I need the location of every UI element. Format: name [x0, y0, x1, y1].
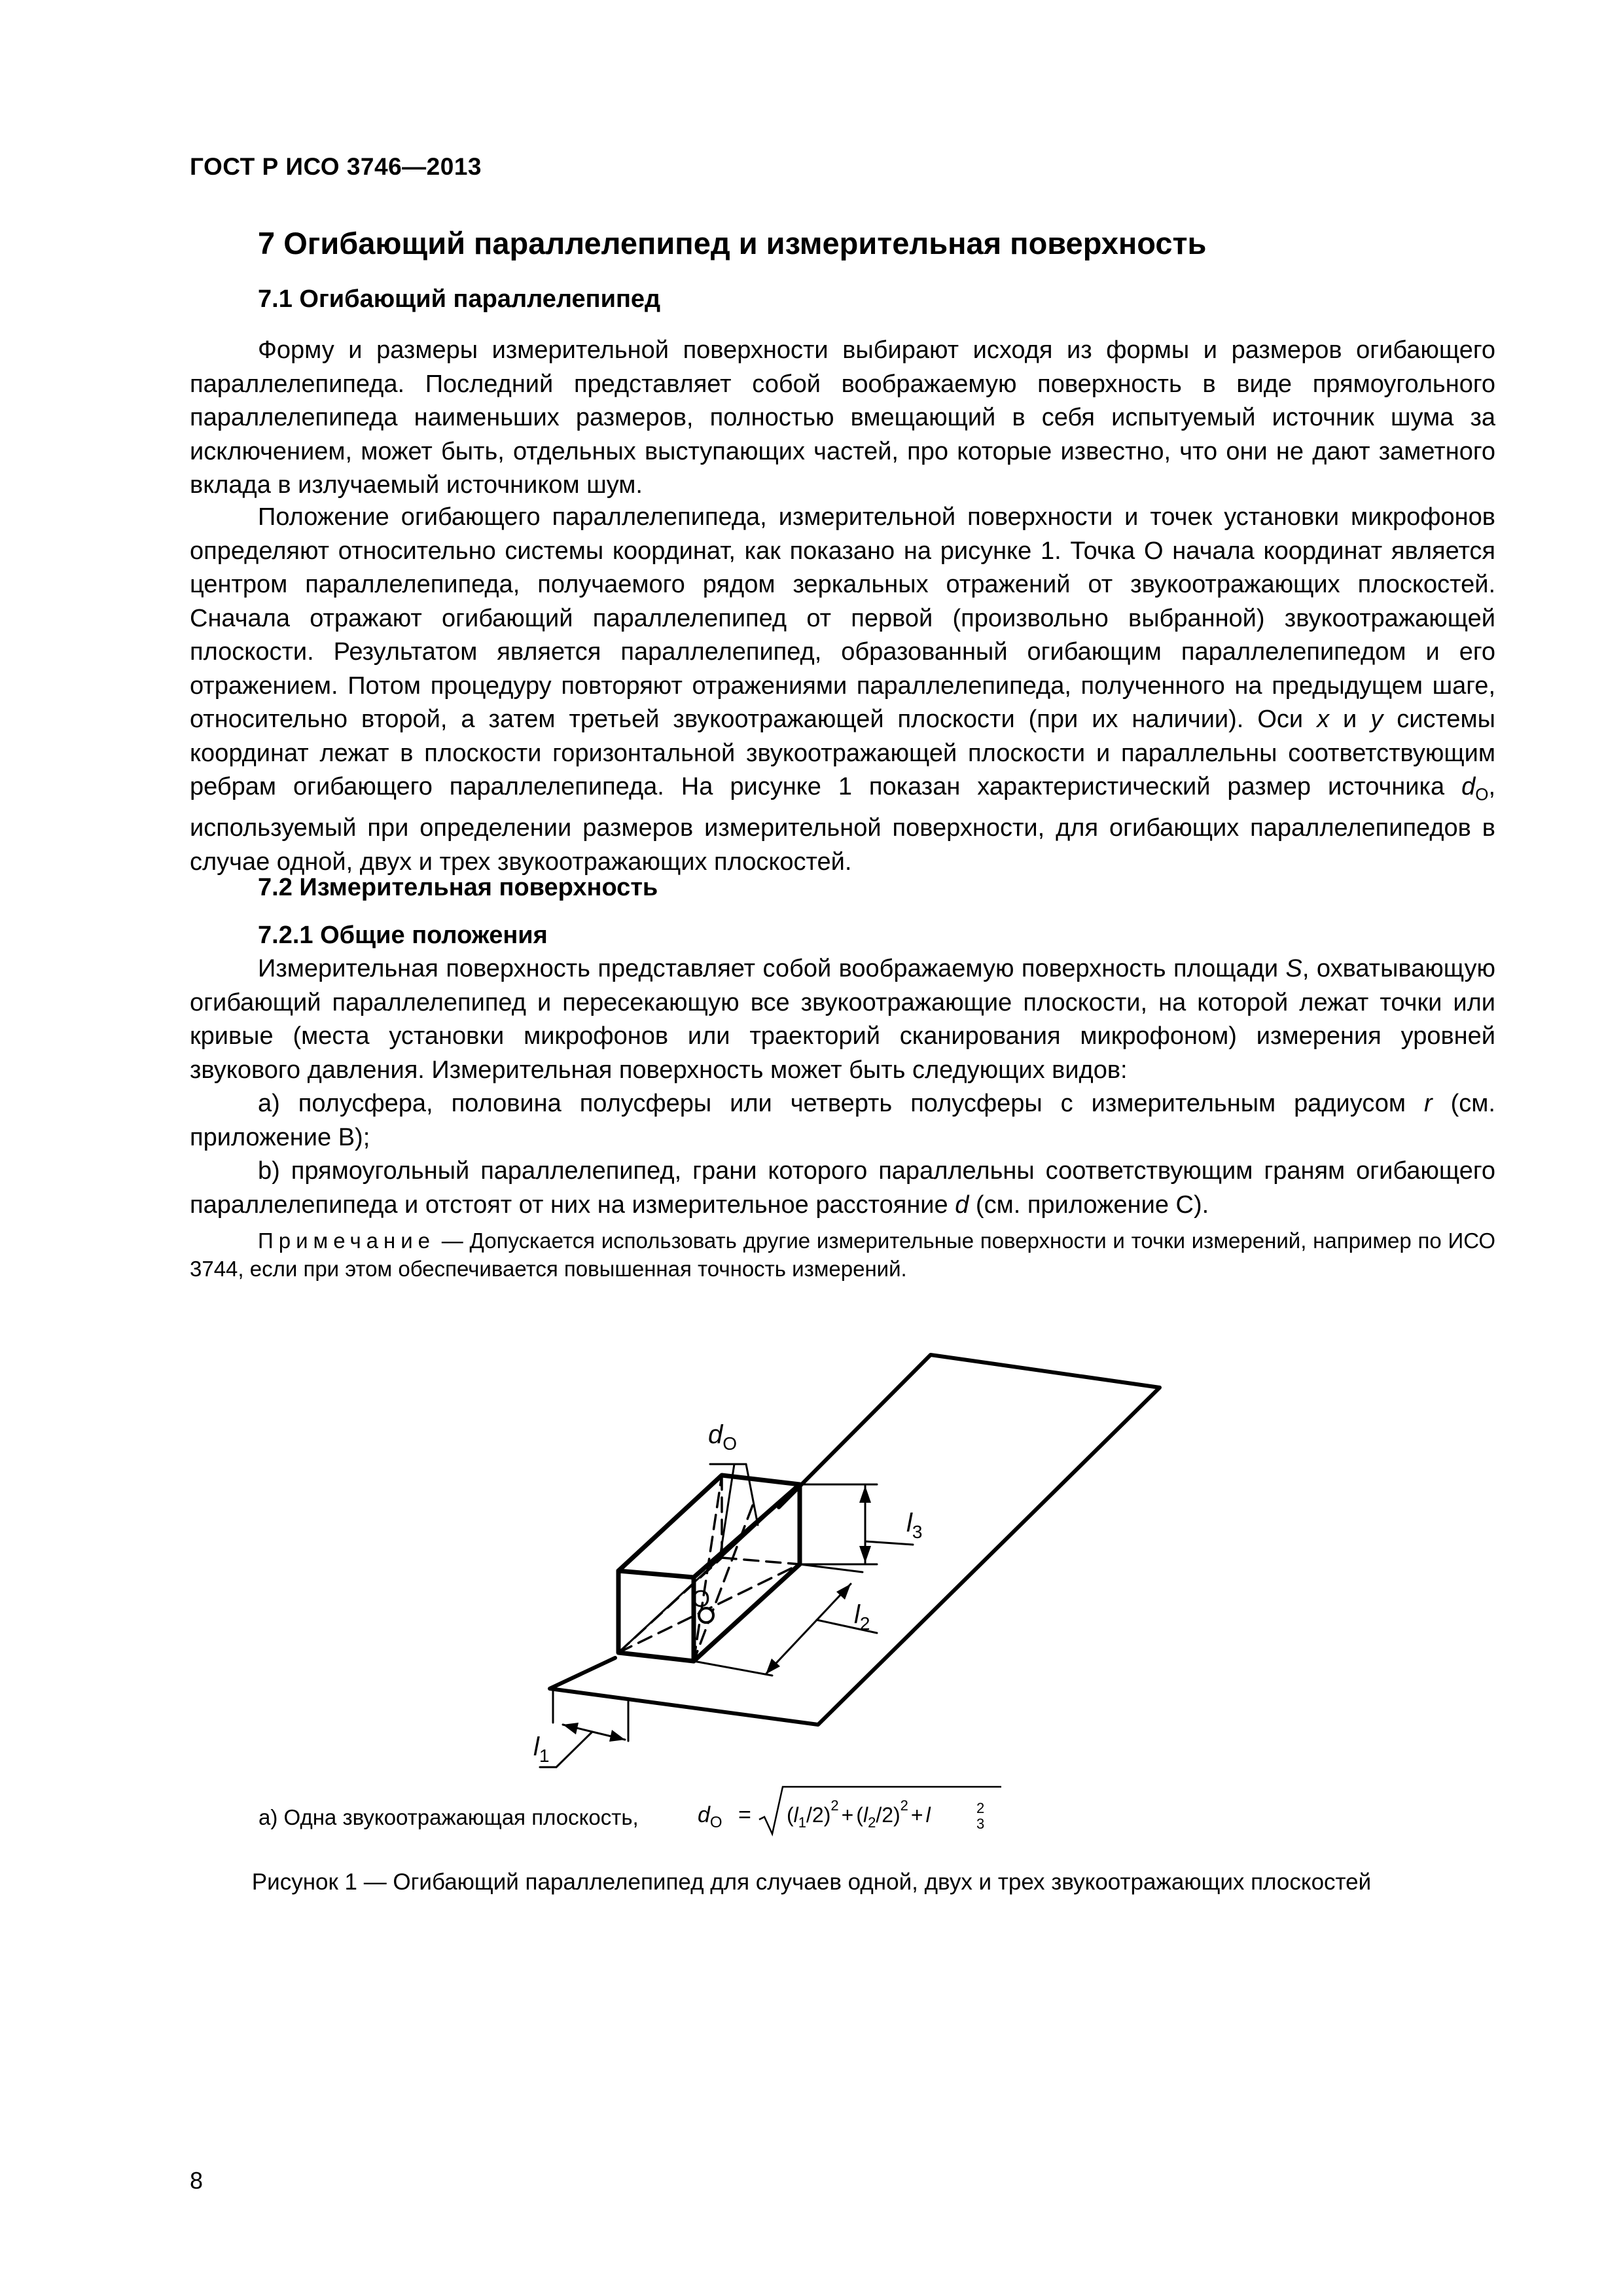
dimension-l3 — [800, 1484, 913, 1564]
label-d-O: $d_O$ — [708, 1420, 738, 1454]
svg-text:2: 2 — [976, 1800, 985, 1816]
paragraph-7-1-1: Форму и размеры измерительной поверхности выбирают исходя из формы и размеров огибающего параллелепипеда. Последний представляет собой воображаемую поверхность в виде прямоугольного параллелепипеда наименьших размеров, полностью вмещающий в себя испытуемый источник шума за исключением, может быть, отдельных выступающих частей, про которые известно, что они не дают заметного вклада в излучаемый источником шум. — [190, 336, 1495, 499]
figure-caption-a: а) Одна звукоотражающая плоскость, — [259, 1805, 639, 1829]
subsection-7-1-title: 7.1 Огибающий параллелепипед — [258, 285, 661, 313]
document-header: ГОСТ Р ИСО 3746—2013 — [190, 153, 482, 180]
formula-d-O — [694, 1782, 1001, 1840]
paragraph-7-1-2: Положение огибающего параллелепипеда, измерительной поверхности и точек установки микрофонов определяют относительно системы координат, как показано на рисунке 1. Точка О начала координат является центром параллелепипеда, получаемого рядом зеркальных отражений от звукоотражающих плоскостей. Сначала отражают огибающий параллелепипед от первой (произвольно выбранной) звукоотражающей плоскости. Результатом является параллелепипед, образованный огибающим параллелепипедом и его отражением. Потом процедуру повторяют отражениями параллелепипеда, полученного на предыдущем шаге, относительно второй, а затем третьей звукоотражающей плоскости (при их наличии). Оси x и y системы координат лежат в плоскости горизонтальной звукоотражающей плоскости и параллельны соответствующим ребрам огибающего параллелепипеда. На рисунке 1 показан характеристический размер источника $d_O$, используемый при определении размеров измерительной поверхности, для огибающих параллелепипедов в случае одной, двух и трех звукоотражающих плоскостей. — [190, 503, 1495, 876]
dimension-l1 — [540, 1691, 628, 1767]
paragraph-7-2-1: Измерительная поверхность представляет собой воображаемую поверхность площади S, охватывающую огибающий параллелепипед и пересекающую все звукоотражающие плоскости, на которой лежат точки или кривые (места установки микрофонов или траекторий сканирования микрофоном) измерения уровней звукового давления. Измерительная поверхность может быть следующих видов: — [190, 955, 1495, 1084]
reflecting-plane — [550, 1355, 1160, 1725]
label-l3: $l_3$ — [906, 1509, 923, 1542]
list-item-b: b) прямоугольный параллелепипед, грани которого параллельны соответствующим граням огибающего параллелепипеда и отстоят от них на измерительное расстояние d (см. приложение С). — [190, 1157, 1495, 1219]
section-title: 7 Огибающий параллелепипед и измерительная поверхность — [258, 226, 1207, 260]
label-l1: $l_1$ — [533, 1732, 550, 1766]
list-item-a: a) полусфера, половина полусферы или четверть полусферы с измерительным радиусом r (см. приложение В); — [190, 1090, 1495, 1151]
note: Примечание — Допускается использовать другие измерительные поверхности и точки измерений, например по ИСО 3744, если при этом обеспечивается повышенная точность измерений. — [190, 1229, 1495, 1281]
page-number: 8 — [190, 2167, 204, 2194]
subsection-7-2-1-title: 7.2.1 Общие положения — [258, 922, 548, 949]
figure-title: Рисунок 1 — Огибающий параллелепипед для случаев одной, двух и трех звукоотражающих плоскостей — [251, 1869, 1372, 1895]
svg-text:3: 3 — [976, 1816, 985, 1832]
dimension-l2 — [694, 1564, 877, 1676]
diagonal-d — [618, 1484, 800, 1653]
label-l2: $l_2$ — [854, 1600, 870, 1634]
svg-text:=: = — [738, 1803, 751, 1827]
subsection-7-2-title: 7.2 Измерительная поверхность — [258, 874, 658, 901]
label-origin: O — [692, 1585, 711, 1612]
svg-text:(l1/2)2+(l2/2)2+l: $(l_1/2)^2 + (l_2/2)^2 + l$ — [787, 1797, 931, 1831]
svg-text:dO: $d_O$ — [698, 1803, 722, 1831]
